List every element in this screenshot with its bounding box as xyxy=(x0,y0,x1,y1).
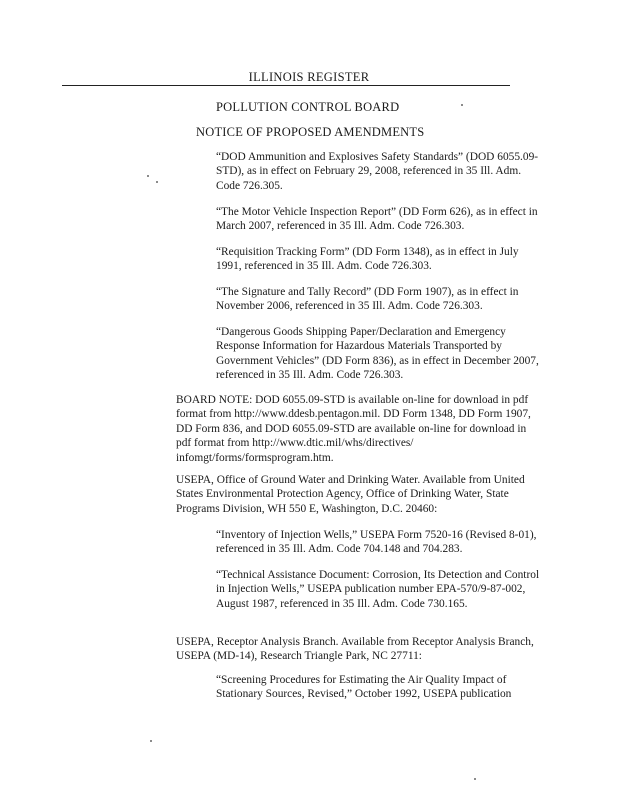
board-title: POLLUTION CONTROL BOARD xyxy=(216,100,400,114)
register-title: ILLINOIS REGISTER xyxy=(248,70,370,84)
scan-speck xyxy=(156,181,158,183)
reference-technical-assistance: “Technical Assistance Document: Corrosion, Its Detection and Control in Injection Wells,” USEPA publication number EPA-570/9-87-002, August 1987, referenced in 35 Ill. Adm. Code 730.165. xyxy=(216,569,540,610)
reference-dangerous-goods: “Dangerous Goods Shipping Paper/Declaration and Emergency Response Information for Hazardous Materials Transported by Government Vehicles” (DD Form 836), as in effect in December 2007, referenced in 35 Ill. Adm. Code 726.303. xyxy=(216,326,539,382)
reference-inventory-injection-wells: “Inventory of Injection Wells,” USEPA Form 7520-16 (Revised 8-01), referenced in 35 Ill. Adm. Code 704.148 and 704.283. xyxy=(216,529,537,556)
board-note: BOARD NOTE: DOD 6055.09-STD is available on-line for download in pdf format from http://www.ddesb.pentagon.mil. DD Form 1348, DD Form 1907, DD Form 836, and DOD 6055.09-STD are available on-line for download in pdf format from http://www.dtic.mil/whs/directives/ infomgt/forms/formsprogram.htm. xyxy=(176,394,531,464)
usepa-ground-water-source: USEPA, Office of Ground Water and Drinking Water. Available from United States Environmental Protection Agency, Office of Drinking Water, State Programs Division, WH 550 E, Washington, D.C. 20460: xyxy=(176,474,525,515)
usepa-receptor-analysis-source: USEPA, Receptor Analysis Branch. Available from Receptor Analysis Branch, USEPA (MD-14), Research Triangle Park, NC 27711: xyxy=(176,636,534,663)
scan-speck xyxy=(147,175,149,177)
notice-title: NOTICE OF PROPOSED AMENDMENTS xyxy=(196,125,425,139)
reference-signature-tally: “The Signature and Tally Record” (DD Form 1907), as in effect in November 2006, referenced in 35 Ill. Adm. Code 726.303. xyxy=(216,286,519,313)
reference-screening-procedures: “Screening Procedures for Estimating the Air Quality Impact of Stationary Sources, Revised,” October 1992, USEPA publication xyxy=(216,674,512,701)
reference-motor-vehicle-report: “The Motor Vehicle Inspection Report” (DD Form 626), as in effect in March 2007, referenced in 35 Ill. Adm. Code 726.303. xyxy=(216,206,538,233)
reference-requisition-tracking: “Requisition Tracking Form” (DD Form 1348), as in effect in July 1991, referenced in 35 Ill. Adm. Code 726.303. xyxy=(216,246,519,273)
reference-dod-ammunition: “DOD Ammunition and Explosives Safety Standards” (DOD 6055.09-STD), as in effect on February 29, 2008, referenced in 35 Ill. Adm. Code 726.305. xyxy=(216,151,539,192)
header-rule-right xyxy=(300,85,510,86)
header-rule-left xyxy=(62,85,302,86)
scan-speck xyxy=(150,740,152,742)
scan-speck xyxy=(474,778,476,780)
scan-speck xyxy=(461,104,463,106)
